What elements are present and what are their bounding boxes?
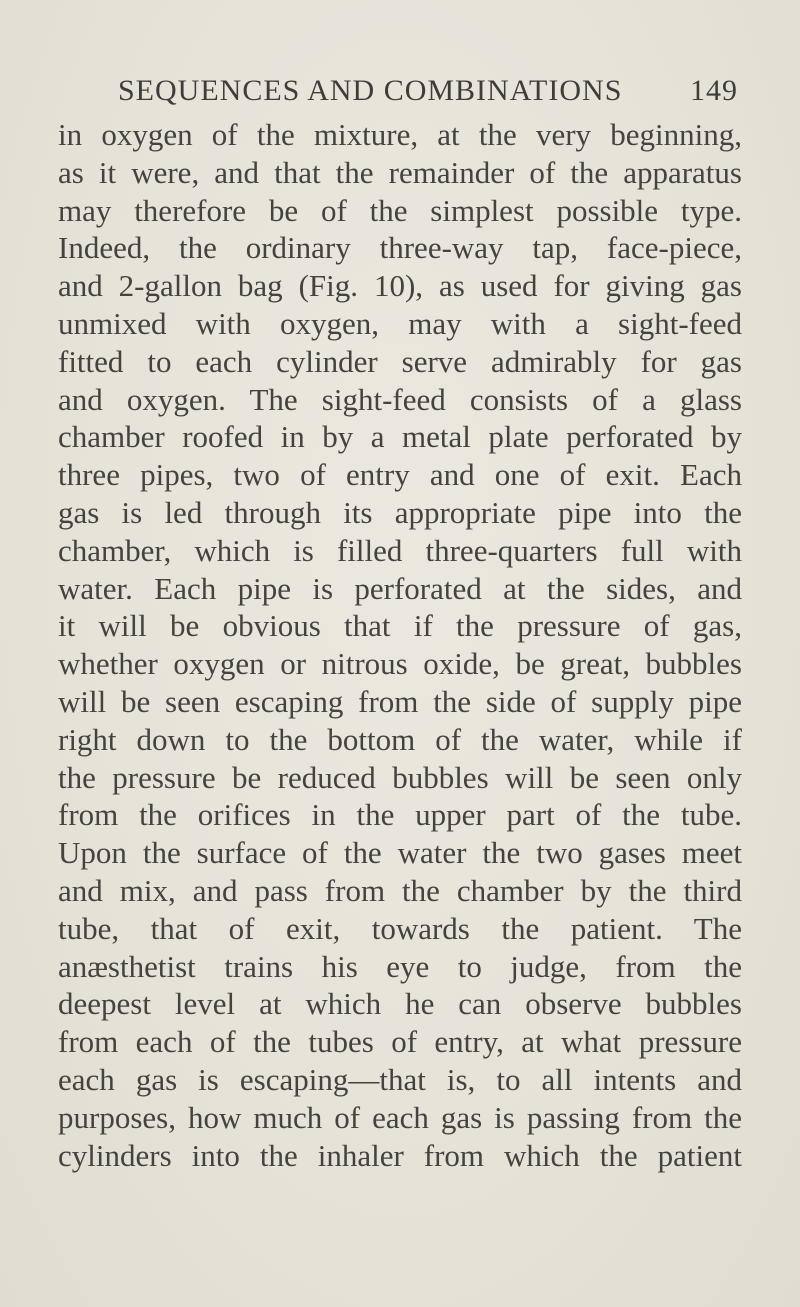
text-line: three pipes, two of entry and one of exit. Each [58, 457, 742, 493]
text-line: whether oxygen or nitrous oxide, be great, bubbles [58, 646, 742, 682]
text-line: as it were, and that the remainder of the apparatus [58, 154, 742, 190]
text-line: gas is led through its appropriate pipe into the [58, 494, 742, 530]
text-line: may therefore be of the simplest possible type. [58, 192, 742, 228]
text-line: it will be obvious that if the pressure of gas, [58, 608, 742, 644]
text-line: in oxygen of the mixture, at the very beginning, [58, 117, 742, 152]
text-line: from the orifices in the upper part of the tube. [58, 797, 742, 833]
text-line: chamber, which is filled three-quarters full with [58, 532, 742, 568]
body-text [58, 116, 742, 1174]
page-number: 149 [690, 74, 738, 107]
text-line: each gas is escaping—that is, to all intents and [58, 1061, 742, 1097]
text-line: water. Each pipe is perforated at the sides, and [58, 570, 742, 606]
text-line: will be seen escaping from the side of supply pipe [58, 683, 742, 719]
text-line: Indeed, the ordinary three-way tap, face-piece, [58, 230, 742, 266]
running-head [118, 74, 738, 114]
text-line: the pressure be reduced bubbles will be seen only [58, 759, 742, 795]
running-head-title: SEQUENCES AND COMBINATIONS [118, 74, 623, 107]
text-line: right down to the bottom of the water, while if [58, 721, 742, 757]
text-line: fitted to each cylinder serve admirably for gas [58, 343, 742, 379]
text-line: purposes, how much of each gas is passing from the [58, 1099, 742, 1135]
text-line: and 2-gallon bag (Fig. 10), as used for giving gas [58, 268, 742, 304]
text-line: and mix, and pass from the chamber by the third [58, 872, 742, 908]
text-line: from each of the tubes of entry, at what pressure [58, 1024, 742, 1060]
text-line: tube, that of exit, towards the patient. The [58, 910, 742, 946]
text-line: deepest level at which he can observe bubbles [58, 986, 742, 1022]
text-line: unmixed with oxygen, may with a sight-feed [58, 305, 742, 341]
text-line: anæsthetist trains his eye to judge, from the [58, 948, 742, 984]
text-line: chamber roofed in by a metal plate perforated by [58, 419, 742, 455]
text-line: Upon the surface of the water the two gases meet [58, 835, 742, 871]
text-line: cylinders into the inhaler from which the patient [58, 1137, 742, 1173]
text-line: and oxygen. The sight-feed consists of a glass [58, 381, 742, 417]
